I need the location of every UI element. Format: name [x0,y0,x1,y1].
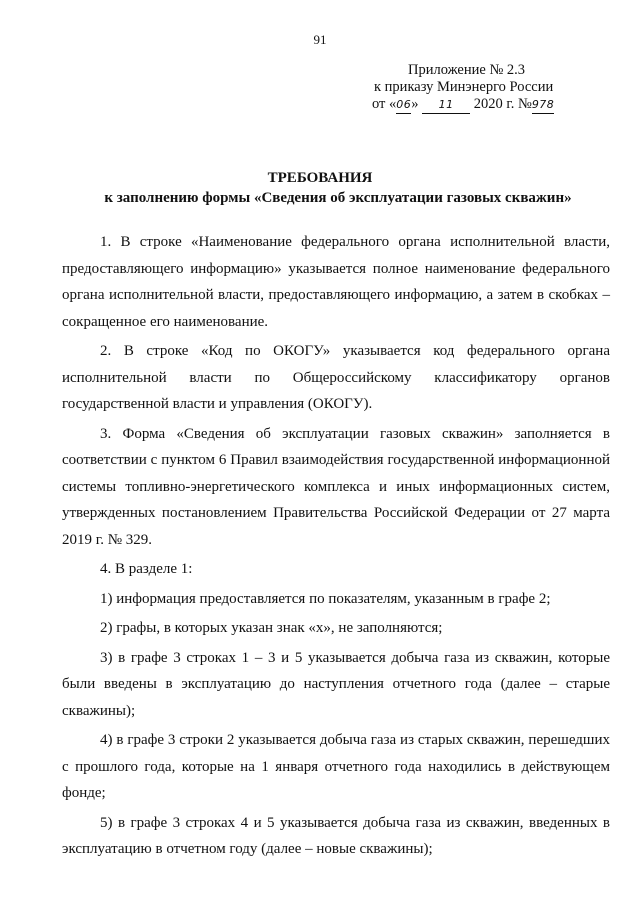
document-body [62,229,610,866]
date-year: 2020 г. № [473,96,532,112]
paragraph-2: 2. В строке «Код по ОКОГУ» указывается код федерального органа исполнительной власти по Общероссийскому классификатору органов государственной власти и управления (ОКОГУ). [62,343,610,412]
list-item-4: 4) в графе 3 строки 2 указывается добыча газа из старых скважин, перешедших с прошлого года, которые на 1 января отчетного года находились в действующем фонде; [62,732,610,801]
paragraph-1: 1. В строке «Наименование федерального органа исполнительной власти, предоставляющего информацию» указывается полное наименование федерального органа исполнительной власти, предоставляющего информацию, а затем в скобках – сокращенное его наименование. [62,234,610,330]
appendix-date-line [372,96,592,114]
date-month-handwritten: 11 [422,96,470,114]
paragraph-3: 3. Форма «Сведения об эксплуатации газовых скважин» заполняется в соответствии с пунктом 6 Правил взаимодействия государственной информационной системы топливно-энергетического комплекса и иных информационных систем, утвержденных постановлением Правительства Российской Федерации от 27 марта 2019 г. № 329. [62,425,610,548]
list-item-3: 3) в графе 3 строках 1 – 3 и 5 указывается добыча газа из скважин, которые были введены в эксплуатацию до наступления отчетного года (далее – старые скважины); [62,649,610,719]
list-item-5: 5) в графе 3 строках 4 и 5 указывается добыча газа из скважин, введенных в эксплуатацию в отчетном году (далее – новые скважины); [62,814,610,857]
appendix-title: Приложение № 2.3 [408,62,526,78]
page-number: 91 [313,32,327,47]
date-prefix: от « [372,96,397,112]
list-item-2: 2) графы, в которых указан знак «х», не заполняются; [100,620,443,636]
date-sep: » [411,96,419,112]
paragraph-4: 4. В разделе 1: [100,561,193,577]
date-day-handwritten: 06 [396,96,411,114]
document-title [0,168,640,208]
list-item-1: 1) информация предоставляется по показателям, указанным в графе 2; [100,590,551,607]
appendix-block [372,62,592,114]
order-number-handwritten: 978 [532,96,555,114]
title-heading: ТРЕБОВАНИЯ [267,170,373,186]
title-subheading: к заполнению формы «Сведения об эксплуатации газовых скважин» [104,190,572,206]
appendix-order-ref: к приказу Минэнерго России [374,79,554,95]
